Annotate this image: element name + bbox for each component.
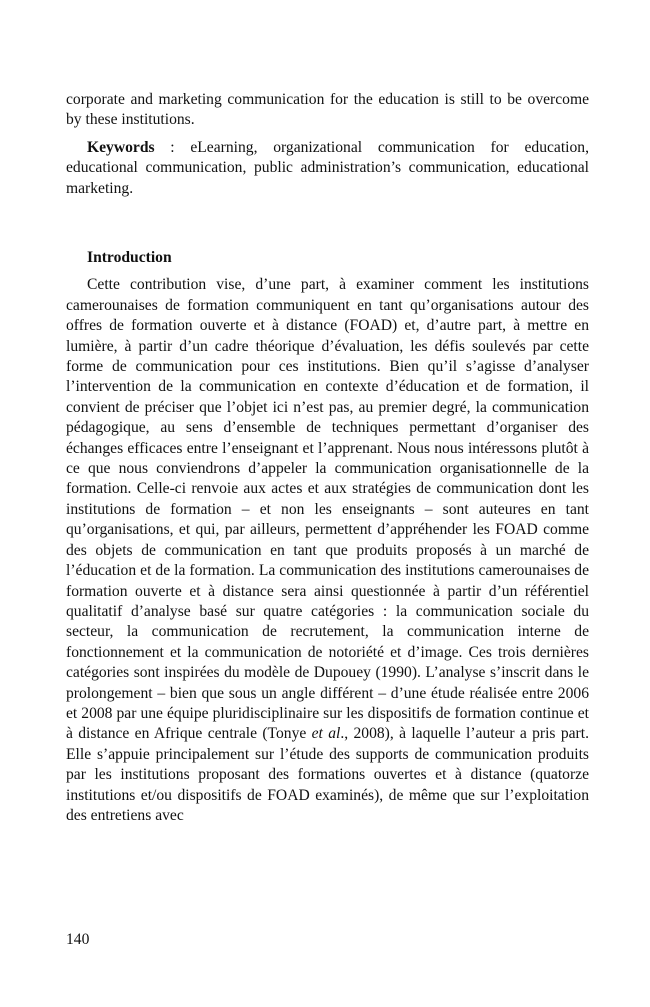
page-number: 140 xyxy=(66,931,90,948)
introduction-section xyxy=(66,248,589,826)
introduction-paragraph xyxy=(66,275,589,826)
keywords-text: : eLearning, organizational communication for education, educational communication, public administration’s communication, educational marketing. xyxy=(66,138,589,197)
abstract-block xyxy=(66,90,589,199)
introduction-body-part-2: ., 2008), à laquelle l’auteur a pris part. Elle s’appuie principalement sur l’étude des supports de communication produits par les institutions proposant des formations ouvertes et à distance (quatorze institutions et/ou dispositifs de FOAD examinés), de même que sur l’exploitation des entretiens avec xyxy=(66,725,589,824)
keywords-label: Keywords xyxy=(87,138,155,156)
keywords-paragraph xyxy=(66,138,589,199)
abstract-ending-paragraph: corporate and marketing communication for the education is still to be overcome by these institutions. xyxy=(66,91,589,129)
introduction-body-part-1: Cette contribution vise, d’une part, à examiner comment les institutions camerounaises de formation communiquent en tant qu’organisations autour des offres de formation ouverte et à distance (FOAD) et, d’autre part, à mettre en lumière, à partir d’un cadre théorique d’évaluation, les défis soulevés par cette forme de communication pour ces institutions. Bien qu’il s’agisse d’analyser l’intervention de la communication en contexte d’éducation et de formation, il convient de préciser que l’objet ici n’est pas, au premier degré, la communication pédagogique, au sens d’ensemble de techniques permettant d’organiser des échanges efficaces entre l’enseignant et l’apprenant. Nous nous intéressons plutôt à ce que nous conviendrons d’appeler la communication organisationnelle de la formation. Celle-ci renvoie aux actes et aux stratégies de communication dont les institutions de formation – et non les enseignants – sont auteures en tant qu’organisations, et qui, par ailleurs, permettent d’appréhender les FOAD comme des objets de communication en tant que produits proposés à un marché de l’éducation et de la formation. La communication des institutions camerounaises de formation ouverte et à distance sera ainsi questionnée à partir d’un référentiel qualitatif d’analyse basé sur quatre catégories : la communication sociale du secteur, la communication de recrutement, la communication interne de fonctionnement et la communication de notoriété et d’image. Ces trois dernières catégories sont inspirées du modèle de Dupouey (1990). L’analyse s’inscrit dans le prolongement – bien que sous un angle différent – d’une étude réalisée entre 2006 et 2008 par une équipe pluridisciplinaire sur les dispositifs de formation continue et à distance en Afrique centrale (Tonye xyxy=(66,276,589,743)
citation-et-al: et al xyxy=(311,725,341,743)
section-heading-introduction: Introduction xyxy=(87,249,172,266)
